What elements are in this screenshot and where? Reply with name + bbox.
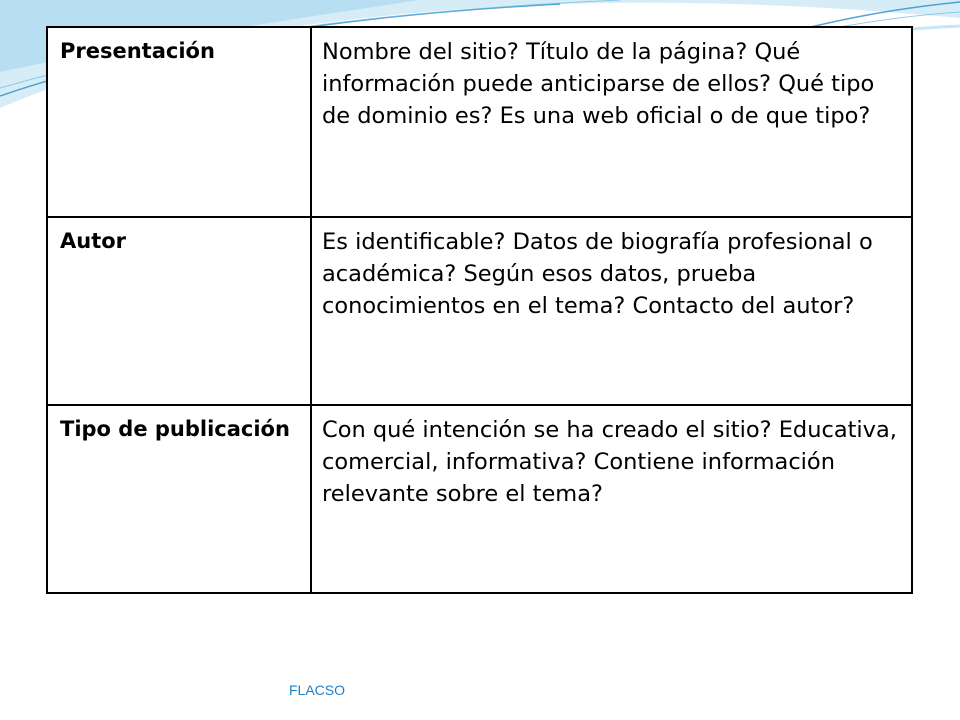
table-row xyxy=(47,27,912,217)
row-text-autor: Es identificable? Datos de biografía profesional o académica? Según esos datos, prueba conocimientos en el tema? Contacto del autor? xyxy=(311,217,912,405)
row-label-autor: Autor xyxy=(47,217,311,405)
evaluation-criteria-table xyxy=(46,26,913,594)
row-label-presentacion: Presentación xyxy=(47,27,311,217)
table-row xyxy=(47,217,912,405)
footer-label: FLACSO xyxy=(289,682,346,698)
row-text-presentacion: Nombre del sitio? Título de la página? Qué información puede anticiparse de ellos? Qué tipo de dominio es? Es una web oficial o de que tipo? xyxy=(311,27,912,217)
row-text-tipo-publicacion: Con qué intención se ha creado el sitio? Educativa, comercial, informativa? Contiene información relevante sobre el tema? xyxy=(311,405,912,593)
row-label-tipo-publicacion: Tipo de publicación xyxy=(47,405,311,593)
table-row xyxy=(47,405,912,593)
